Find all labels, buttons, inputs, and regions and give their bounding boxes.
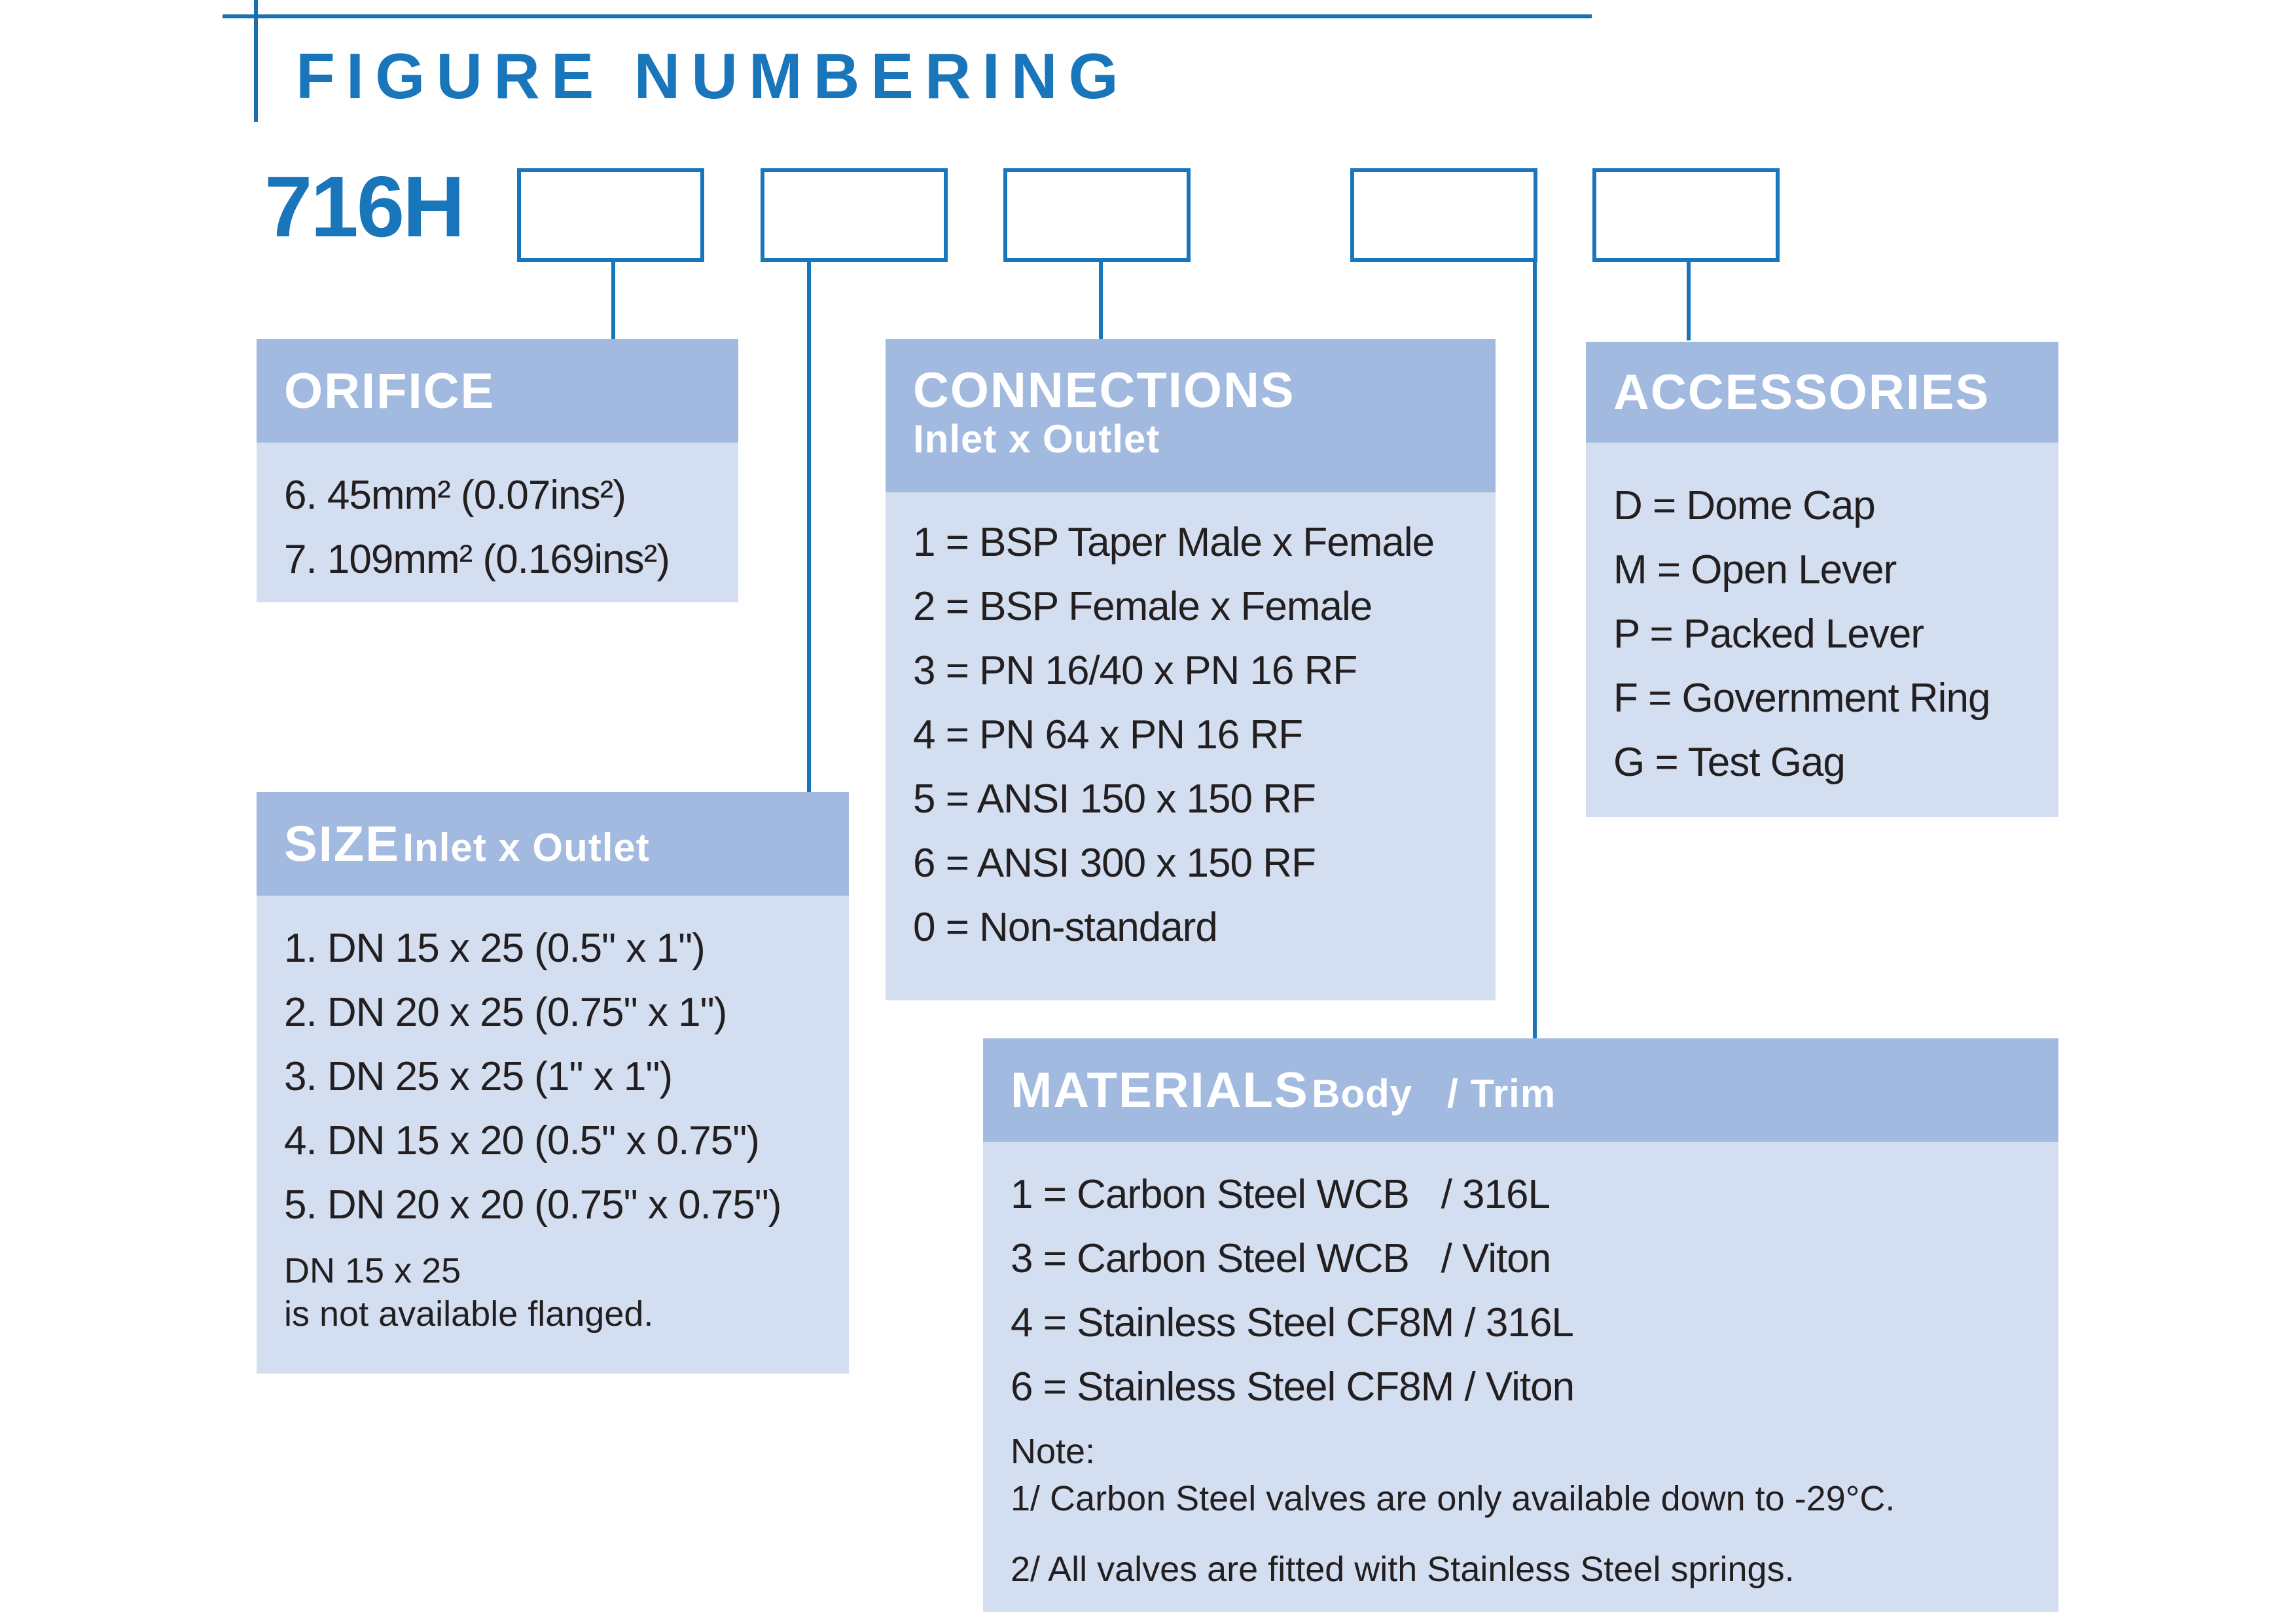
- connector-materials: [1533, 262, 1537, 1038]
- materials-header: [983, 1038, 2058, 1142]
- accessories-panel: [1586, 342, 2058, 817]
- page-title: FIGURE NUMBERING: [296, 40, 1130, 112]
- list-item: 4 = Stainless Steel CF8M / 316L: [1011, 1300, 1573, 1345]
- list-item: 5. DN 20 x 20 (0.75" x 0.75"): [284, 1182, 781, 1228]
- list-item: 6 = ANSI 300 x 150 RF: [913, 841, 1316, 886]
- list-item: 1 = Carbon Steel WCB / 316L: [1011, 1172, 1550, 1217]
- connections-header: [886, 339, 1496, 492]
- connector-connections: [1099, 262, 1103, 340]
- size-heading: SIZE: [284, 816, 400, 872]
- list-item: 3 = PN 16/40 x PN 16 RF: [913, 648, 1357, 693]
- materials-note-label: Note:: [1011, 1432, 1096, 1471]
- list-item: 5 = ANSI 150 x 150 RF: [913, 776, 1316, 822]
- list-item: 7. 109mm² (0.169ins²): [284, 537, 670, 582]
- size-subheading: Inlet x Outlet: [403, 826, 650, 869]
- materials-note-1: 1/ Carbon Steel valves are only available down to -29°C.: [1011, 1479, 1895, 1518]
- connections-subheading: Inlet x Outlet: [913, 417, 1160, 461]
- connections-panel: [886, 339, 1496, 1000]
- list-item: 2 = BSP Female x Female: [913, 584, 1372, 629]
- accessories-heading: ACCESSORIES: [1613, 365, 1990, 420]
- size-list: [284, 917, 781, 1237]
- list-item: D = Dome Cap: [1613, 483, 1875, 528]
- orifice-panel: [257, 339, 738, 602]
- slot-accessories: [1592, 168, 1780, 262]
- list-item: P = Packed Lever: [1613, 611, 1924, 657]
- list-item: 3. DN 25 x 25 (1" x 1"): [284, 1054, 673, 1099]
- orifice-header: [257, 339, 738, 443]
- size-note-line1: DN 15 x 25: [284, 1251, 461, 1290]
- slot-size: [761, 168, 948, 262]
- list-item: 6 = Stainless Steel CF8M / Viton: [1011, 1364, 1575, 1410]
- list-item: 4 = PN 64 x PN 16 RF: [913, 712, 1303, 757]
- orifice-heading: ORIFICE: [284, 363, 495, 419]
- list-item: 6. 45mm² (0.07ins²): [284, 473, 626, 518]
- orifice-list: [284, 464, 670, 592]
- materials-heading: MATERIALS: [1011, 1063, 1309, 1118]
- list-item: 1 = BSP Taper Male x Female: [913, 520, 1435, 565]
- materials-note-2: 2/ All valves are fitted with Stainless Steel springs.: [1011, 1550, 1795, 1589]
- slot-orifice: [517, 168, 704, 262]
- connections-list: [913, 511, 1434, 960]
- size-header: [257, 792, 849, 896]
- connector-accessories: [1687, 262, 1691, 340]
- list-item: M = Open Lever: [1613, 547, 1897, 593]
- materials-subheading: Body / Trim: [1312, 1072, 1556, 1116]
- list-item: F = Government Ring: [1613, 676, 1990, 721]
- connections-heading: CONNECTIONS: [913, 363, 1295, 418]
- list-item: 0 = Non-standard: [913, 905, 1217, 950]
- top-rule: [223, 14, 1592, 18]
- title-tick: [254, 0, 258, 122]
- accessories-list: [1613, 474, 1990, 795]
- materials-list: [1011, 1163, 1574, 1419]
- list-item: 2. DN 20 x 25 (0.75" x 1"): [284, 990, 727, 1035]
- connector-size: [807, 262, 811, 795]
- size-note-line2: is not available flanged.: [284, 1294, 654, 1334]
- list-item: 4. DN 15 x 20 (0.5" x 0.75"): [284, 1118, 759, 1163]
- size-panel: [257, 792, 849, 1374]
- accessories-header: [1586, 342, 2058, 443]
- slot-connections: [1003, 168, 1191, 262]
- list-item: G = Test Gag: [1613, 740, 1845, 785]
- list-item: 3 = Carbon Steel WCB / Viton: [1011, 1236, 1551, 1281]
- materials-panel: [983, 1038, 2058, 1612]
- model-code: 716H: [264, 158, 463, 255]
- slot-materials: [1350, 168, 1537, 262]
- connector-orifice: [611, 262, 615, 340]
- list-item: 1. DN 15 x 25 (0.5" x 1"): [284, 926, 705, 971]
